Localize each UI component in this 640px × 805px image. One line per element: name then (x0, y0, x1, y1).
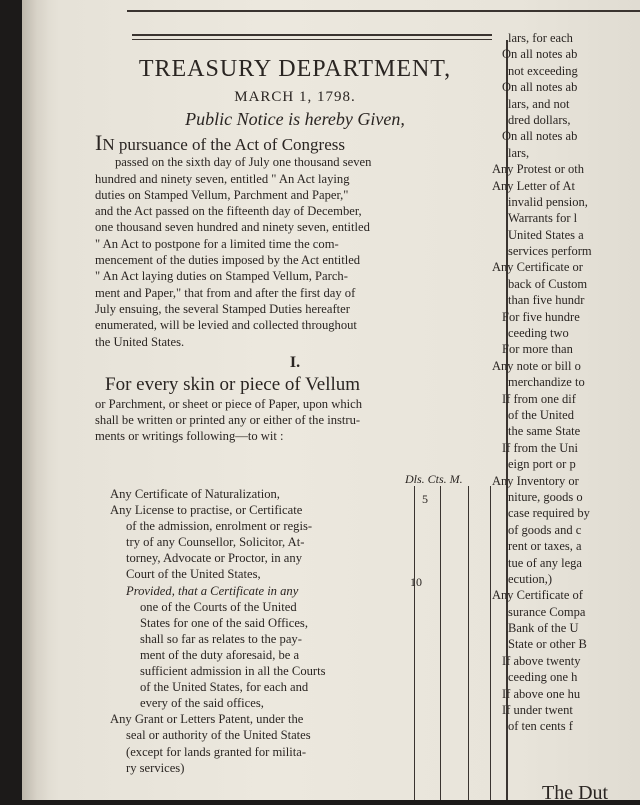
main-column (95, 38, 495, 445)
right-line: of ten cents f (508, 719, 573, 734)
right-line: of the United (508, 407, 574, 422)
item-line: ment of the duty aforesaid, be a (140, 647, 300, 662)
right-line: niture, goods o (508, 489, 583, 504)
right-line: If under twent (502, 703, 573, 718)
right-line: dred dollars, (508, 112, 571, 127)
right-line: Any Certificate or (492, 260, 583, 275)
article-title: TREASURY DEPARTMENT, (138, 56, 452, 82)
right-line: merchandize to (508, 375, 585, 390)
body-line: duties on Stamped Vellum, Parchment and Paper," (95, 187, 349, 202)
right-line: lars, (508, 145, 530, 160)
right-line: ceeding one h (508, 670, 578, 685)
article-date: MARCH 1, 1798. (234, 89, 356, 105)
right-line: State or other B (508, 637, 587, 652)
right-line: eign port or p (508, 457, 576, 472)
section-line: ments or writings following—to wit : (95, 429, 284, 444)
body-line: hundred and ninety seven, entitled " An Act laying (95, 171, 350, 186)
right-line: Any note or bill o (492, 358, 581, 373)
item-line: of the United States, for each and (140, 680, 309, 695)
right-line: tue of any lega (508, 555, 582, 570)
section-intro (95, 396, 495, 445)
item-line: Any Certificate of Naturalization, (110, 487, 280, 501)
right-line: not exceeding (508, 63, 578, 78)
right-line: Any Inventory or (492, 473, 579, 488)
right-line: If from the Uni (502, 440, 579, 455)
body-line: mencement of the duties imposed by the Act entitled (95, 253, 361, 268)
right-line: If from one dif (502, 391, 576, 406)
page-fold-shadow (22, 0, 48, 800)
body-line: and the Act passed on the fifteenth day of December, (95, 204, 362, 219)
item-line: Any License to practise, or Certificate (110, 503, 303, 518)
right-line: of goods and c (508, 522, 582, 537)
item-line: States for one of the said Offices, (140, 615, 308, 630)
body-line: ment and Paper," that from and after the first day of (95, 285, 356, 300)
body-line: passed on the sixth day of July one thousand seven (115, 155, 372, 170)
section-number: I. (289, 353, 301, 371)
right-line: On all notes ab (502, 129, 578, 144)
right-line: lars, and not (508, 96, 570, 111)
right-line: ceeding two (508, 326, 569, 341)
right-line: Any Protest or oth (492, 162, 585, 177)
body-line: enumerated, will be levied and collected throughout (95, 318, 357, 333)
right-line: Warrants for l (508, 211, 578, 226)
item-line: (except for lands granted for milita- (126, 744, 307, 759)
amount-naturalization: 5 (422, 492, 428, 506)
right-line: United States a (508, 227, 584, 242)
lead-line (95, 130, 495, 155)
units-header: Dls. Cts. M. (405, 472, 463, 486)
body-line: the United States. (95, 334, 185, 349)
amount-column-rule-2 (440, 486, 441, 800)
right-line: On all notes ab (502, 47, 578, 62)
header-double-rule-top (132, 34, 492, 36)
body-line: one thousand seven hundred and ninety seven, entitled (95, 220, 370, 235)
right-line: the same State (508, 424, 581, 439)
right-line: For more than (502, 342, 573, 357)
right-bottom-heading: The Dut (542, 782, 609, 804)
right-column (492, 30, 640, 735)
lead-text: N pursuance of the Act of Congress (102, 135, 345, 154)
duty-items (110, 486, 410, 776)
item-line: torney, Advocate or Proctor, in any (126, 551, 302, 566)
item-line: Provided, that a Certificate in any (126, 583, 299, 598)
right-line: For five hundre (502, 309, 580, 324)
drop-cap: I (95, 130, 103, 155)
item-line: ry services) (126, 760, 185, 775)
item-line: try of any Counsellor, Solicitor, At- (126, 535, 305, 550)
public-notice-heading: Public Notice is hereby Given, (185, 109, 405, 129)
right-line: lars, for each (508, 31, 573, 45)
amount-column-rule-1 (414, 486, 415, 800)
item-line: seal or authority of the United States (126, 728, 311, 743)
top-rule (127, 10, 640, 12)
right-line: Any Certificate of (492, 588, 583, 603)
right-line: rent or taxes, a (508, 539, 582, 554)
right-line: surance Compa (508, 604, 586, 619)
right-line: invalid pension, (508, 194, 588, 209)
section-line: shall be written or printed any or either of the instru- (95, 413, 361, 428)
item-line: sufficient admission in all the Courts (140, 664, 326, 679)
amount-column-rule-3 (468, 486, 469, 800)
item-line: shall so far as relates to the pay- (140, 631, 302, 646)
right-line: If above twenty (502, 653, 581, 668)
item-line: every of the said offices, (140, 696, 264, 711)
item-line: Any Grant or Letters Patent, under the (110, 712, 304, 727)
right-line: ecution,) (508, 571, 553, 586)
item-line: Court of the United States, (126, 567, 261, 582)
section-line: or Parchment, or sheet or piece of Paper, upon which (95, 396, 363, 411)
right-line: back of Custom (508, 276, 588, 291)
body-line: " An Act to postpone for a limited time the com- (95, 236, 339, 251)
amount-license: 10 (410, 575, 422, 589)
right-line: Bank of the U (508, 621, 579, 636)
right-line: If above one hu (502, 686, 581, 701)
body-line: July ensuing, the several Stamped Duties hereafter (95, 301, 350, 316)
right-line: services perform (508, 244, 592, 259)
item-line: of the admission, enrolment or regis- (126, 519, 313, 534)
item-line: one of the Courts of the United (140, 599, 297, 614)
section-heading: For every skin or piece of Vellum (105, 373, 361, 395)
article-body (95, 130, 495, 350)
right-line: than five hundr (508, 293, 585, 308)
right-line: On all notes ab (502, 80, 578, 95)
right-line: case required by (508, 506, 590, 521)
amount-column-rule-4 (490, 486, 491, 800)
right-line: Any Letter of At (492, 178, 575, 193)
body-line: " An Act laying duties on Stamped Vellum, Parch- (95, 269, 348, 284)
